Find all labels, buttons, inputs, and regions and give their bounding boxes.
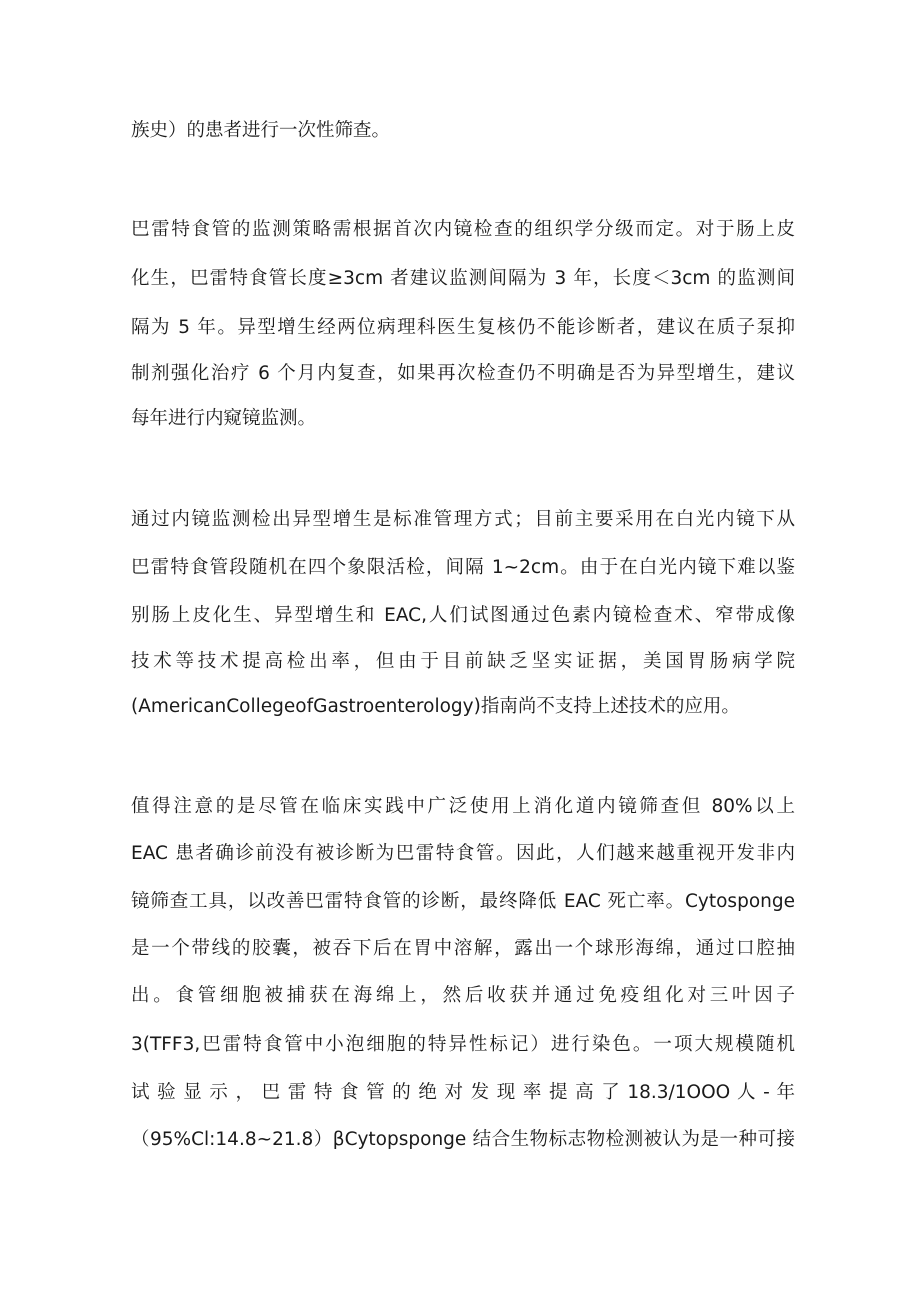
paragraph-3-line-1: 通过内镜监测检出异型增生是标准管理方式；目前主要采用在白光内镜下从 (131, 509, 795, 530)
paragraph-2-line-3: 隔为 5 年。异型增生经两位病理科医生复核仍不能诊断者，建议在质子泵抑 (131, 317, 795, 338)
paragraph-2-line-5: 每年进行内窥镜监测。 (131, 408, 317, 429)
paragraph-4-line-6: 3(TFF3,巴雷特食管中小泡细胞的特异性标记）进行染色。一项大规模随机 (131, 1034, 795, 1055)
paragraph-4-line-7: 试 验 显 示 ， 巴 雷 特 食 管 的 绝 对 发 现 率 提 高 了 18.3/1OOO 人 - 年 (131, 1082, 795, 1103)
paragraph-3-line-3: 别肠上皮化生、异型增生和 EAC,人们试图通过色素内镜检查术、窄带成像 (131, 605, 795, 626)
paragraph-1-line-1: 族史）的患者进行一次性筛查。 (131, 120, 391, 141)
paragraph-4-line-3: 镜筛查工具，以改善巴雷特食管的诊断，最终降低 EAC 死亡率。Cytosponge (131, 891, 795, 912)
paragraph-2-line-1: 巴雷特食管的监测策略需根据首次内镜检查的组织学分级而定。对于肠上皮 (131, 219, 795, 240)
paragraph-4-line-2: EAC 患者确诊前没有被诊断为巴雷特食管。因此，人们越来越重视开发非内 (131, 843, 795, 864)
paragraph-3-line-2: 巴雷特食管段随机在四个象限活检，间隔 1~2cm。由于在白光内镜下难以鉴 (131, 557, 795, 578)
paragraph-3-line-4: 技术等技术提高检出率，但由于目前缺乏坚实证据，美国胃肠病学院 (131, 651, 795, 672)
paragraph-2-line-4: 制剂强化治疗 6 个月内复查，如果再次检查仍不明确是否为异型增生，建议 (131, 363, 795, 384)
paragraph-4-line-8: （95%Cl:14.8~21.8）βCytopsponge 结合生物标志物检测被认为是一种可接 (131, 1129, 795, 1150)
paragraph-3-line-5: (AmericanCollegeofGastroenterology)指南尚不支持上述技术的应用。 (131, 696, 740, 717)
paragraph-2-line-2: 化生，巴雷特食管长度≥3cm 者建议监测间隔为 3 年，长度＜3cm 的监测间 (131, 268, 795, 289)
paragraph-4-line-5: 出。食管细胞被捕获在海绵上，然后收获并通过免疫组化对三叶因子 (131, 985, 795, 1006)
paragraph-4-line-1: 值得注意的是尽管在临床实践中广泛使用上消化道内镜筛查但 80%以上 (131, 796, 795, 817)
paragraph-4-line-4: 是一个带线的胶囊，被吞下后在胃中溶解，露出一个球形海绵，通过口腔抽 (131, 938, 795, 959)
